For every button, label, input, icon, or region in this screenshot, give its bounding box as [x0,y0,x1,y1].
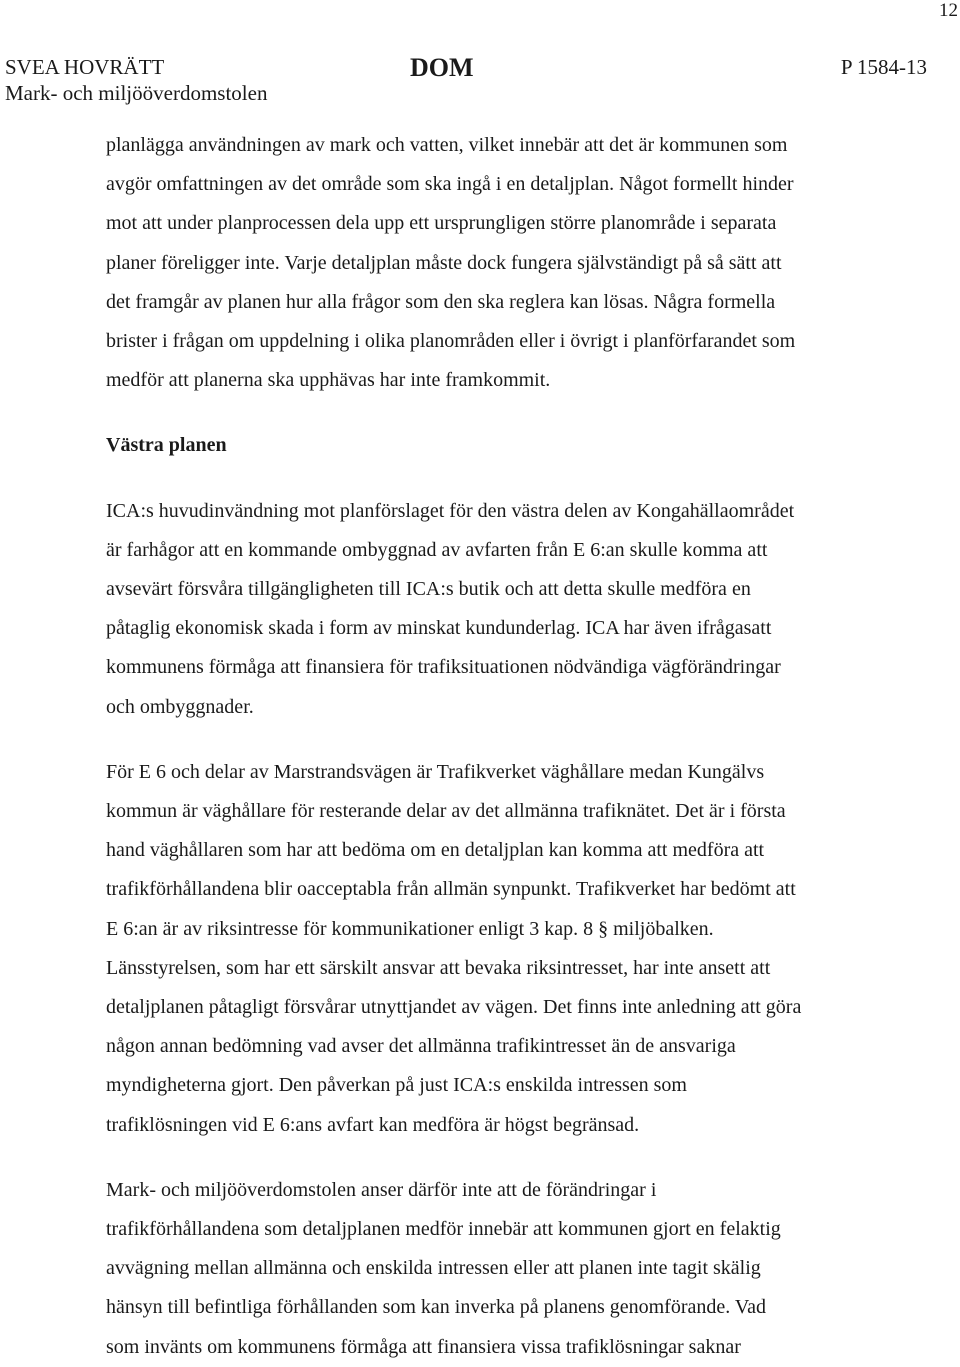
text-line: avsevärt försvåra tillgängligheten till ICA:s butik och att detta skulle medföra en [106,578,751,601]
paragraph-2 [106,492,936,727]
text-line: Länsstyrelsen, som har ett särskilt ansvar att bevaka riksintresset, har inte ansett att [106,956,771,979]
paragraph-1 [106,126,936,400]
text-line: trafiklösningen vid E 6:ans avfart kan medföra är högst begränsad. [106,1113,640,1136]
paragraph-3 [106,753,936,1145]
document-header [5,55,927,105]
text-line: hänsyn till befintliga förhållanden som kan inverka på planens genomförande. Vad [106,1296,766,1319]
text-line: brister i frågan om uppdelning i olika planområden eller i övrigt i planförfarandet som [106,330,796,353]
text-line: planer föreligger inte. Varje detaljplan måste dock fungera självständigt på så sätt att [106,251,782,274]
court-division: Mark- och miljööverdomstolen [5,81,268,105]
court-name: SVEA HOVRÄTT [5,55,165,79]
text-line: E 6:an är av riksintresse för kommunikationer enligt 3 kap. 8 § miljöbalken. [106,917,714,940]
text-line: planlägga användningen av mark och vatten, vilket innebär att det är kommunen som [106,134,788,156]
text-line: detaljplanen påtagligt försvårar utnyttjandet av vägen. Det finns inte anledning att göra [106,996,802,1019]
text-line: hand väghållaren som har att bedöma om en detaljplan kan komma att medföra att [106,839,765,862]
section-heading: Västra planen [106,434,227,457]
page-number: 12 [939,0,958,21]
text-line: ICA:s huvudinvändning mot planförslaget för den västra delen av Kongahällaområdet [106,499,795,522]
text-line: avvägning mellan allmänna och enskilda intressen eller att planen inte tagit skälig [106,1257,761,1280]
text-line: För E 6 och delar av Marstrandsvägen är Trafikverket väghållare medan Kungälvs [106,760,765,783]
text-line: Mark- och miljööverdomstolen anser därför inte att de förändringar i [106,1178,657,1201]
text-line: mot att under planprocessen dela upp ett ursprungligen större planområde i separata [106,212,777,235]
text-line: medför att planerna ska upphävas har inte framkommit. [106,369,551,392]
text-line: myndigheterna gjort. Den påverkan på just ICA:s enskilda intressen som [106,1074,687,1097]
text-line: någon annan bedömning vad avser det allmänna trafikintresset än de ansvariga [106,1035,736,1058]
text-line: kommun är väghållare för resterande delar av det allmänna trafiknätet. Det är i första [106,800,786,823]
text-line: det framgår av planen hur alla frågor som den ska reglera kan lösas. Några formella [106,290,776,313]
case-number: P 1584-13 [840,55,927,79]
text-line: kommunens förmåga att finansiera för trafiksituationen nödvändiga vägförändringar [106,656,781,679]
text-line: som invänts om kommunens förmåga att finansiera vissa trafiklösningar saknar [106,1335,741,1358]
paragraph-4 [106,1171,936,1367]
document-body [106,126,936,1367]
document-type: DOM [410,53,474,82]
text-line: och ombyggnader. [106,695,254,718]
text-line: avgör omfattningen av det område som ska ingå i en detaljplan. Något formellt hinder [106,173,794,196]
text-line: trafikförhållandena blir oacceptabla från allmän synpunkt. Trafikverket har bedömt att [106,878,796,901]
text-line: är farhågor att en kommande ombyggnad av avfarten från E 6:an skulle komma att [106,538,768,561]
text-line: trafikförhållandena som detaljplanen medför innebär att kommunen gjort en felaktig [106,1218,781,1241]
text-line: påtaglig ekonomisk skada i form av minskat kundunderlag. ICA har även ifrågasatt [106,617,772,640]
